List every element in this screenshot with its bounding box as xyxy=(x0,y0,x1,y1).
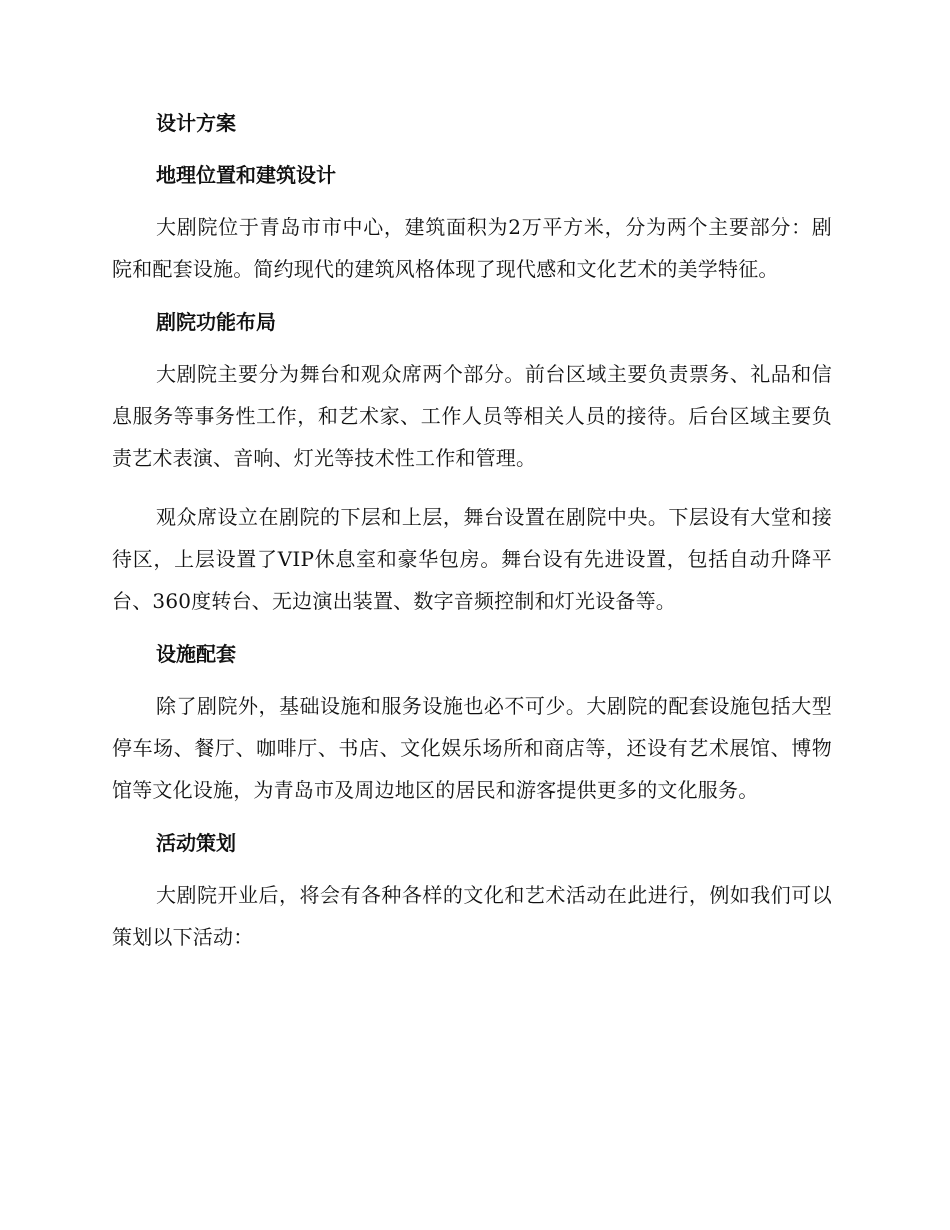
document-body xyxy=(112,108,832,975)
section-heading-location-architecture: 地理位置和建筑设计 xyxy=(156,163,336,187)
paragraph-location-architecture: 大剧院位于青岛市市中心，建筑面积为2万平方米，分为两个主要部分：剧院和配套设施。简约现代的建筑风格体现了现代感和文化艺术的美学特征。 xyxy=(112,215,832,281)
section-heading-design-plan: 设计方案 xyxy=(156,111,236,135)
paragraph-event-planning: 大剧院开业后，将会有各种各样的文化和艺术活动在此进行，例如我们可以策划以下活动： xyxy=(112,883,832,949)
section-heading-theater-layout: 剧院功能布局 xyxy=(156,310,276,334)
section-heading-event-planning: 活动策划 xyxy=(156,831,236,855)
paragraph-theater-layout-1: 大剧院主要分为舞台和观众席两个部分。前台区域主要负责票务、礼品和信息服务等事务性工作，和艺术家、工作人员等相关人员的接待。后台区域主要负责艺术表演、音响、灯光等技术性工作和管理。 xyxy=(112,362,832,470)
paragraph-facilities: 除了剧院外，基础设施和服务设施也必不可少。大剧院的配套设施包括大型停车场、餐厅、咖啡厅、书店、文化娱乐场所和商店等，还设有艺术展馆、博物馆等文化设施，为青岛市及周边地区的居民和游客提供更多的文化服务。 xyxy=(112,694,832,802)
section-heading-facilities: 设施配套 xyxy=(156,642,236,666)
paragraph-theater-layout-2: 观众席设立在剧院的下层和上层，舞台设置在剧院中央。下层设有大堂和接待区，上层设置了VIP休息室和豪华包房。舞台设有先进设置，包括自动升降平台、360度转台、无边演出装置、数字音频控制和灯光设备等。 xyxy=(112,505,832,613)
